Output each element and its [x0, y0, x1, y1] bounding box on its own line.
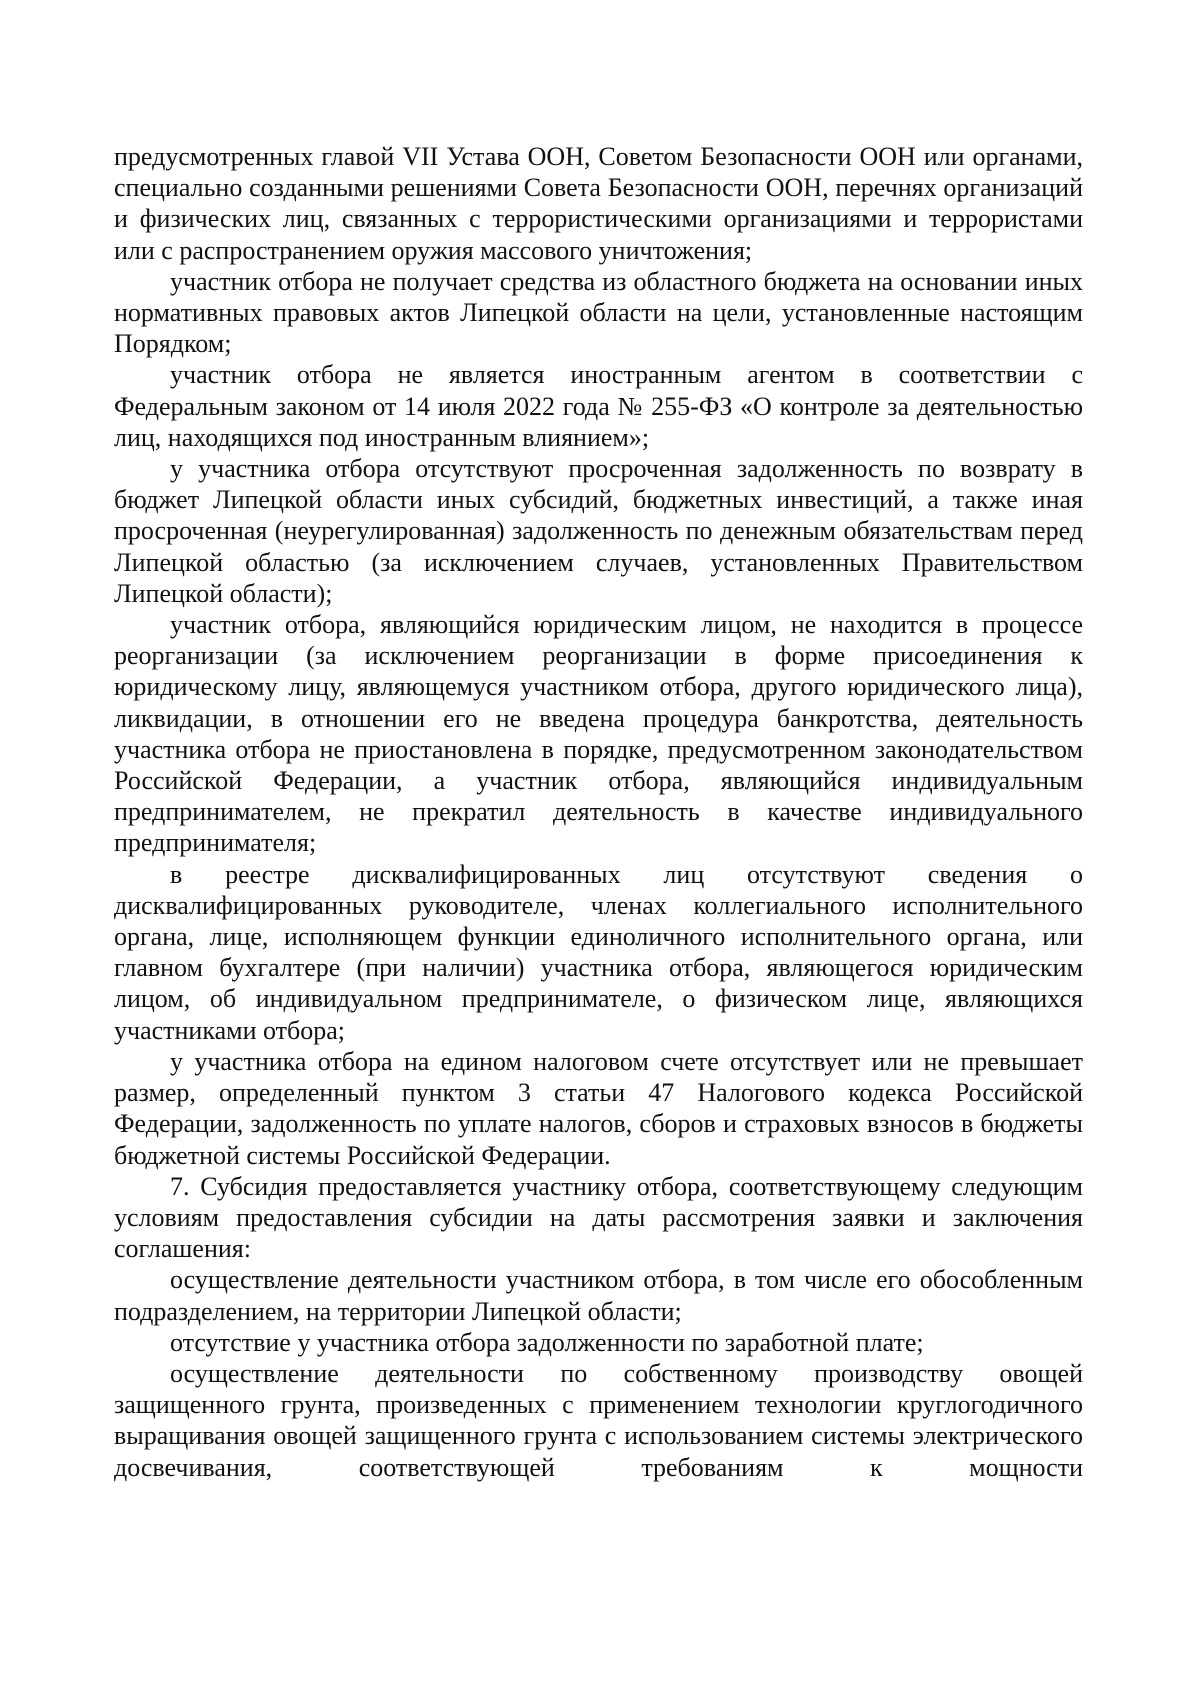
- paragraph: участник отбора не получает средства из областного бюджета на основании иных нормативных правовых актов Липецкой области на цели, установленные настоящим Порядком;: [114, 266, 1083, 359]
- paragraph: отсутствие у участника отбора задолженности по заработной плате;: [170, 1327, 924, 1357]
- paragraph: у участника отбора на едином налоговом счете отсутствует или не превышает размер, определенный пунктом 3 статьи 47 Налогового кодекса Российской Федерации, задолженность по уплате налогов, сборов и страховых взносов в бюджеты бюджетной системы Российской Федерации.: [114, 1046, 1083, 1170]
- paragraph: в реестре дисквалифицированных лиц отсутствуют сведения о дисквалифицированных руководителе, членах коллегиального исполнительного органа, лице, исполняющем функции единоличного исполнительного органа, или главном бухгалтере (при наличии) участника отбора, являющегося юридическим лицом, об индивидуальном предпринимателе, о физическом лице, являющихся участниками отбора;: [114, 859, 1083, 1045]
- paragraph-continued: осуществление деятельности по собственному производству овощей защищенного грунта, произведенных с применением технологии круглогодичного выращивания овощей защищенного грунта с использованием системы электрического досвечивания, соответствующей требованиям к мощности: [114, 1358, 1083, 1482]
- paragraph: осуществление деятельности участником отбора, в том числе его обособленным подразделением, на территории Липецкой области;: [114, 1265, 1083, 1326]
- paragraph-item-7: 7. Субсидия предоставляется участнику отбора, соответствующему следующим условиям предоставления субсидии на даты рассмотрения заявки и заключения соглашения:: [114, 1171, 1083, 1264]
- paragraph: участник отбора не является иностранным агентом в соответствии с Федеральным законом от 14 июля 2022 года № 255-ФЗ «О контроле за деятельностью лиц, находящихся под иностранным влиянием»;: [114, 360, 1083, 452]
- paragraph: предусмотренных главой VII Устава ООН, Советом Безопасности ООН или органами, специально созданными решениями Совета Безопасности ООН, перечнях организаций и физических лиц, связанных с террористическими организациями и террористами или с распространением оружия массового уничтожения;: [114, 142, 1083, 265]
- paragraph: участник отбора, являющийся юридическим лицом, не находится в процессе реорганизации (за исключением реорганизации в форме присоединения к юридическому лицу, являющемуся участником отбора, другого юридического лица), ликвидации, в отношении его не введена процедура банкротства, деятельность участника отбора не приостановлена в порядке, предусмотренном законодательством Российской Федерации, а участник отбора, являющийся индивидуальным предпринимателем, не прекратил деятельность в качестве индивидуального предпринимателя;: [114, 610, 1083, 858]
- paragraph: у участника отбора отсутствуют просроченная задолженность по возврату в бюджет Липецкой области иных субсидий, бюджетных инвестиций, а также иная просроченная (неурегулированная) задолженность по денежным обязательствам перед Липецкой областью (за исключением случаев, установленных Правительством Липецкой области);: [114, 454, 1083, 608]
- document-body: [114, 141, 1083, 1483]
